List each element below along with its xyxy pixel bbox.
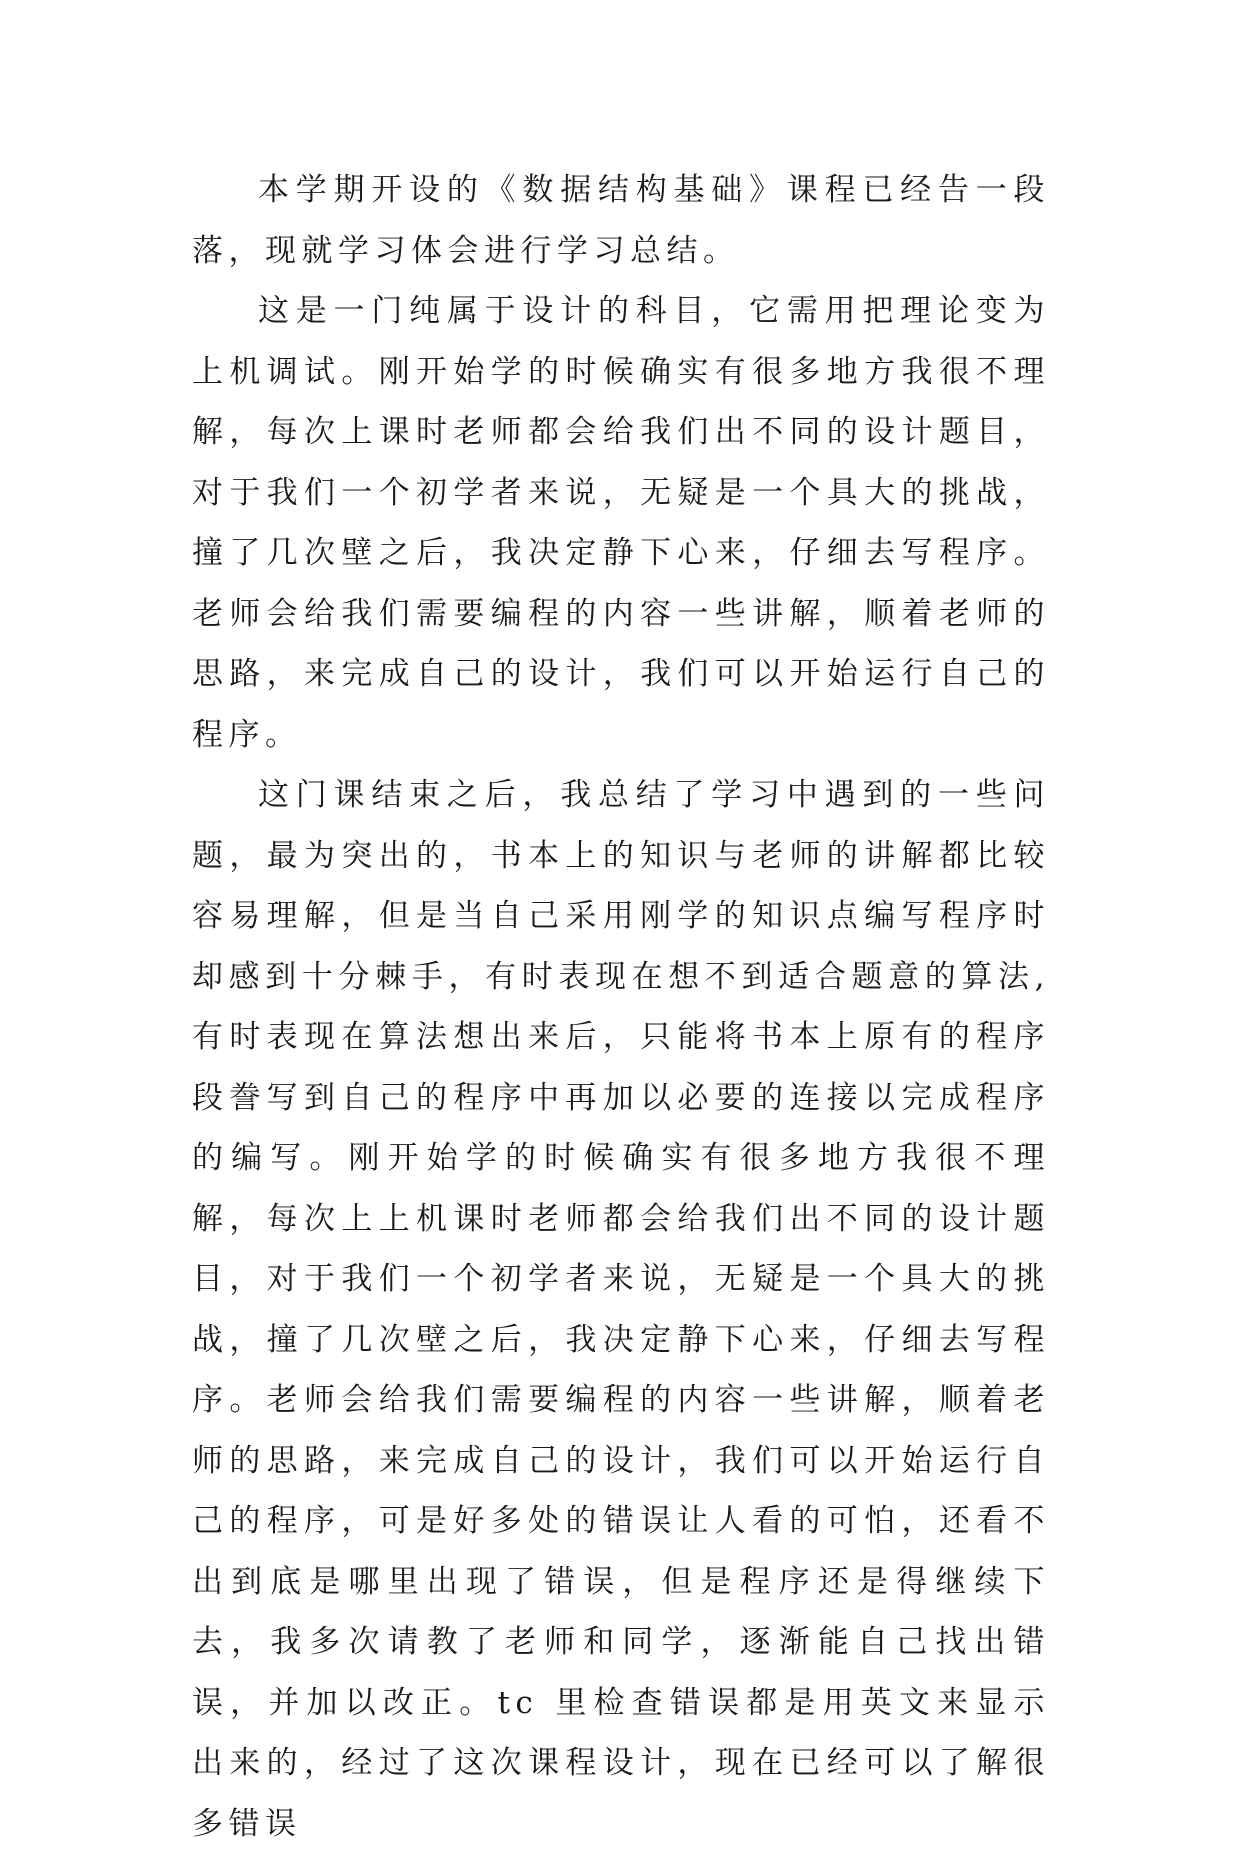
paragraph-intro: 本学期开设的《数据结构基础》课程已经告一段落，现就学习体会进行学习总结。: [192, 172, 1050, 269]
paragraph-problems-summary: 这门课结束之后，我总结了学习中遇到的一些问题，最为突出的，书本上的知识与老师的讲解都比较容易理解，但是当自己采用刚学的知识点编写程序时却感到十分棘手，有时表现在想不到适合题意的算法,有时表现在算法想出来后，只能将书本上原有的程序段誊写到自己的程序中再加以必要的连接以完成程序的编写。刚开始学的时候确实有很多地方我很不理解，每次上上机课时老师都会给我们出不同的设计题目，对于我们一个初学者来说，无疑是一个具大的挑战，撞了几次壁之后，我决定静下心来，仔细去写程序。老师会给我们需要编程的内容一些讲解，顺着老师的思路，来完成自己的设计，我们可以开始运行自己的程序，可是好多处的错误让人看的可怕，还看不出到底是哪里出现了错误，但是程序还是得继续下去，我多次请教了老师和同学，逐渐能自己找出错误，并加以改正。tc 里检查错误都是用英文来显示出来的，经过了这次课程设计，现在已经可以了解很多错误: [192, 777, 1050, 1842]
document-body: [192, 160, 1050, 1854]
paragraph-course-description: 这是一门纯属于设计的科目，它需用把理论变为上机调试。刚开始学的时候确实有很多地方我很不理解，每次上课时老师都会给我们出不同的设计题目，对于我们一个初学者来说，无疑是一个具大的挑战，撞了几次壁之后，我决定静下心来，仔细去写程序。老师会给我们需要编程的内容一些讲解，顺着老师的思路，来完成自己的设计，我们可以开始运行自己的程序。: [192, 293, 1050, 753]
